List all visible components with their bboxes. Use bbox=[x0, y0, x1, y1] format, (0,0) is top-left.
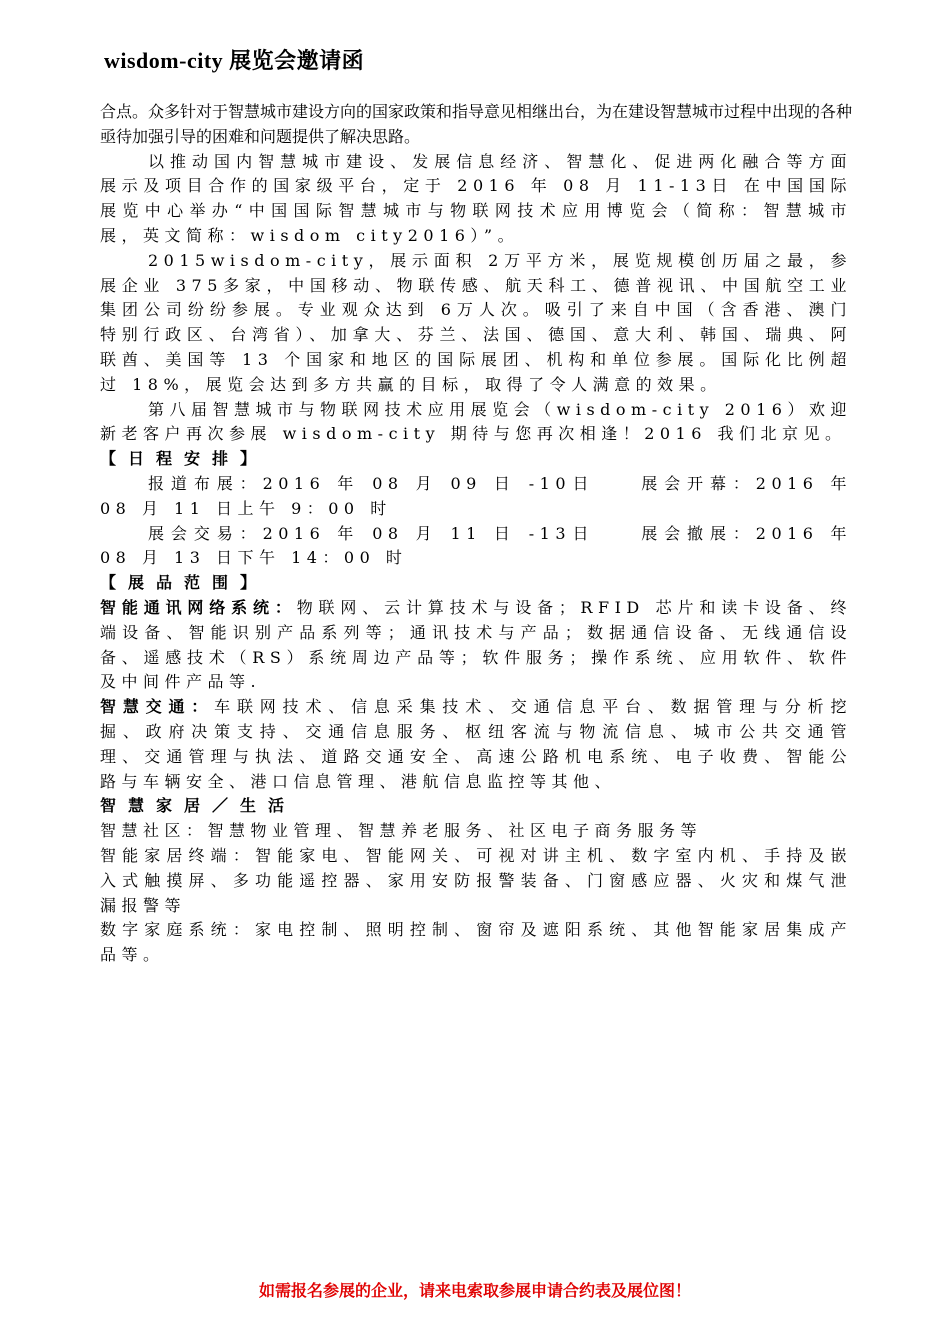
intro-continuation: 合点。众多针对于智慧城市建设方向的国家政策和指导意见相继出台，为在建设智慧城市过程中出现的各种亟待加强引导的困难和问题提供了解决思路。 bbox=[100, 102, 853, 146]
intro-paragraph-platform: 以推动国内智慧城市建设、发展信息经济、智慧化、促进两化融合等方面展示及项目合作的国家级平台，定于 2016 年 08 月 11-13日 在中国国际展览中心举办“中国国际智慧城市与物联网技术应用博览会（简称：智慧城市展，英文简称：wisdom city2016）”。 bbox=[100, 151, 852, 245]
scope-terminal: 智能家居终端：智能家电、智能网关、可视对讲主机、数字室内机、手持及嵌入式触摸屏、多功能遥控器、家用安防报警装备、门窗感应器、火灾和煤气泄漏报警等 bbox=[100, 845, 852, 915]
scope-telecom bbox=[100, 596, 852, 695]
document-body bbox=[100, 100, 852, 968]
scope-heading: 【展品范围】 bbox=[100, 573, 269, 593]
scope-home-heading: 智慧家居／生活 bbox=[100, 796, 297, 816]
schedule-row-trading-teardown: 展会交易：2016 年 08 月 11 日 -13日 展会撤展：2016 年 08 月 13 日下午 14：00 时 bbox=[100, 523, 852, 568]
schedule-heading: 【日程安排】 bbox=[100, 449, 269, 469]
scope-traffic-label: 智慧交通： bbox=[100, 697, 215, 717]
page-title: wisdom-city 展览会邀请函 bbox=[104, 48, 365, 73]
intro-paragraph-invitation: 第八届智慧城市与物联网技术应用展览会（wisdom-city 2016）欢迎新老客户再次参展 wisdom-city 期待与您再次相逢！2016 我们北京见。 bbox=[100, 399, 852, 444]
scope-digital-home: 数字家庭系统：家电控制、照明控制、窗帘及遮阳系统、其他智能家居集成产品等。 bbox=[100, 920, 852, 965]
scope-traffic-text: 车联网技术、信息采集技术、交通信息平台、数据管理与分析挖掘、政府决策支持、交通信息服务、枢纽客流与物流信息、城市公共交通管理、交通管理与执法、道路交通安全、高速公路机电系统、电子收费、智能公路与车辆安全、港口信息管理、港航信息监控等其他、 bbox=[100, 697, 852, 791]
intro-paragraph-2015-review: 2015wisdom-city，展示面积 2万平方米，展览规模创历届之最，参展企业 375多家，中国移动、物联传感、航天科工、德普视讯、中国航空工业集团公司纷纷参展。专业观众达到 6万人次。吸引了来自中国（含香港、澳门特别行政区、台湾省）、加拿大、芬兰、法国、德国、意大利、韩国、瑞典、阿联酋、美国等 13 个国家和地区的国际展团、机构和单位参展。国际化比例超过 18%，展览会达到多方共赢的目标，取得了令人满意的效果。 bbox=[100, 250, 852, 394]
scope-telecom-text: 物联网、云计算技术与设备；RFID 芯片和读卡设备、终端设备、智能识别产品系列等；通讯技术与产品；数据通信设备、无线通信设备、遥感技术（RS）系统周边产品等；软件服务；操作系统、应用软件、软件及中间件产品等. bbox=[100, 597, 852, 692]
scope-community: 智慧社区：智慧物业管理、智慧养老服务、社区电子商务服务等 bbox=[100, 821, 703, 841]
scope-traffic bbox=[100, 695, 852, 794]
scope-telecom-label: 智能通讯网络系统： bbox=[100, 597, 297, 617]
footer-notice: 如需报名参展的企业，请来电索取参展申请合约表及展位图！ bbox=[258, 1281, 691, 1300]
schedule-row-setup-opening: 报道布展：2016 年 08 月 09 日 -10日 展会开幕：2016 年 08 月 11 日上午 9：00 时 bbox=[100, 473, 852, 518]
